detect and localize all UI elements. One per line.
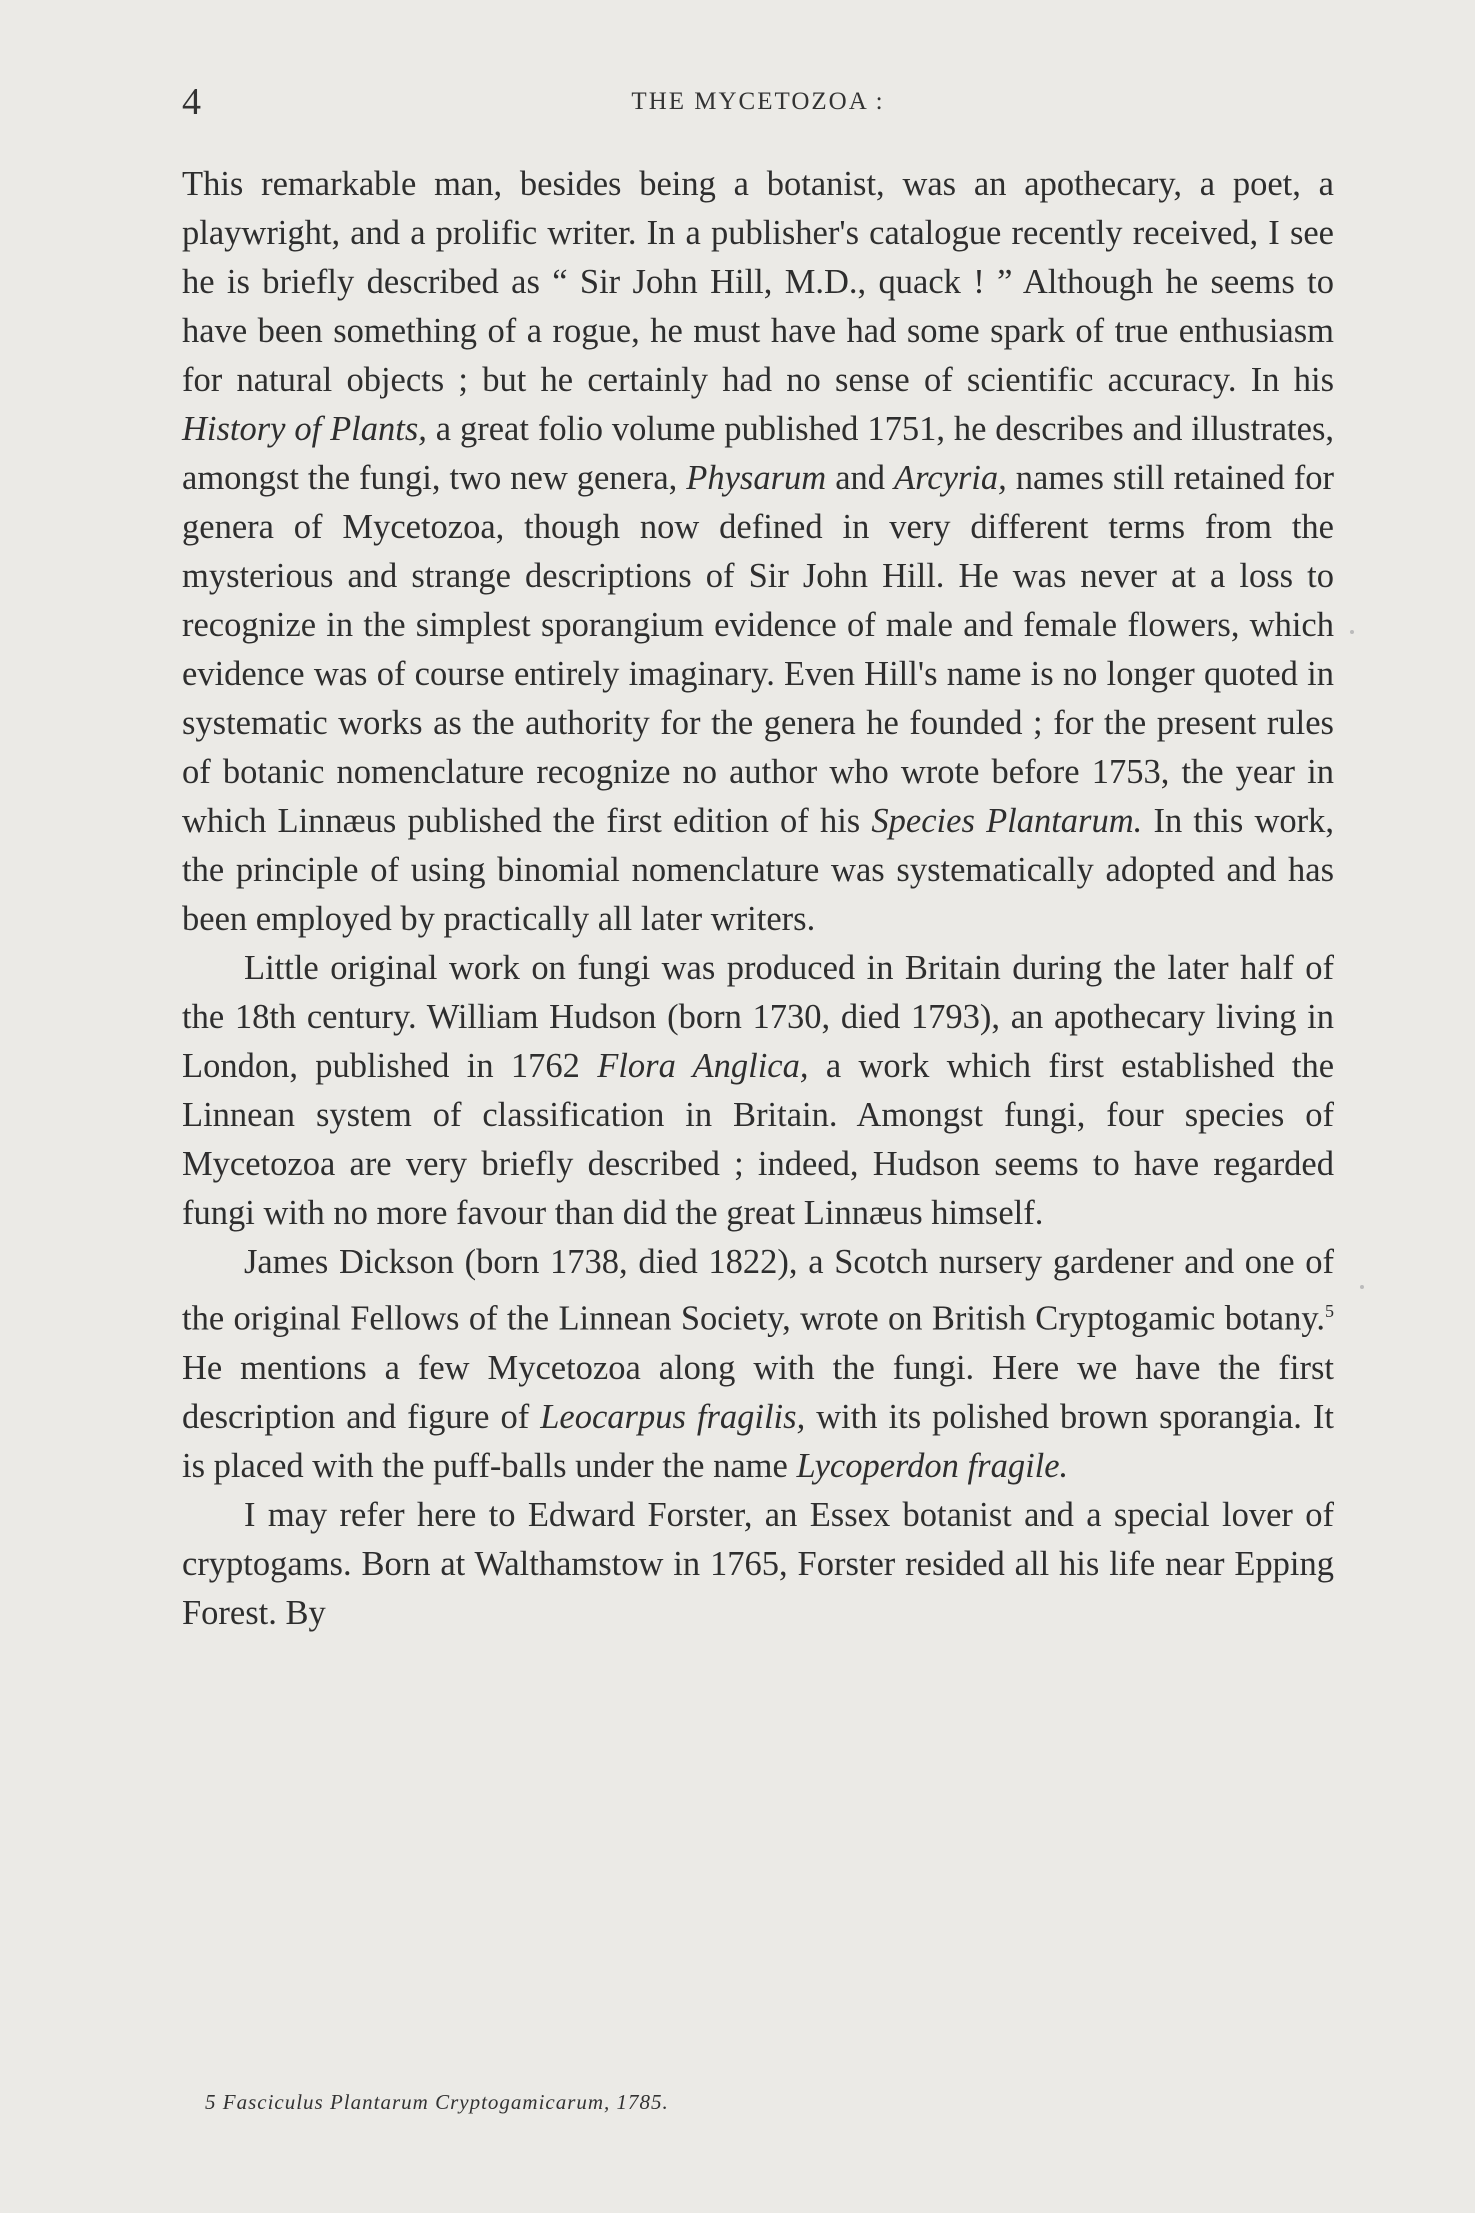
text-run: He mentions a few Mycetozoa along with the fungi. Here we have the first description and figure of	[182, 1348, 1334, 1436]
italic-text: History of Plants,	[182, 410, 427, 448]
italic-text: Lycoperdon fragile.	[796, 1446, 1069, 1485]
page-header	[182, 80, 1334, 130]
italic-text: Physarum	[686, 459, 827, 497]
paragraph	[182, 1491, 1334, 1638]
text-run: Little original work on fungi was produced in Britain during the later half of the 18th century. William Hudson (born 1730, died 1793), an apothecary living in London, published in 1762	[182, 949, 1334, 1085]
text-run: I may refer here to Edward Forster, an Essex botanist and a special lover of cryptogams. Born at Walthamstow in 1765, Forster resided all his life near Epping Forest. By	[182, 1495, 1334, 1632]
italic-text: Arcyria,	[894, 459, 1007, 497]
paragraph	[182, 160, 1334, 944]
text-run: a great folio volume published 1751, he describes and illustrates, amongst the fungi, two new genera,	[182, 410, 1334, 497]
text-run: with its polished brown sporangia. It is placed with the puff-balls under the name	[182, 1397, 1334, 1485]
text-run: This remarkable man, besides being a botanist, was an apothecary, a poet, a playwright, and a prolific writer. In a publisher's catalogue recently received, I see he is briefly described as “ Sir John Hill, M.D., quack ! ” Although he seems to have been something of a rogue, he must have had some spark of true enthusiasm for natural objects ; but he certainly had no sense of scientific accuracy. In his	[182, 165, 1334, 399]
footnote-marker: 5	[1325, 1301, 1334, 1321]
paragraph	[182, 1238, 1334, 1491]
print-speck	[1360, 1285, 1364, 1289]
text-run: and	[826, 459, 895, 497]
italic-text: Leocarpus fragilis,	[540, 1397, 806, 1436]
body-text	[182, 160, 1334, 1638]
text-run: names still retained for genera of Mycetozoa, though now defined in very different terms from the mysterious and strange descriptions of Sir John Hill. He was never at a loss to recognize in the simplest sporangium evidence of male and female flowers, which evidence was of course entirely imaginary. Even Hill's name is no longer quoted in systematic works as the authority for the genera he founded ; for the present rules of botanic nomenclature recognize no author who wrote before 1753, the year in which Linnæus published the first edition of his	[182, 459, 1334, 840]
italic-text: Species Plantarum.	[871, 802, 1143, 840]
running-title: THE MYCETOZOA :	[631, 88, 885, 115]
text-run: In this work, the principle of using binomial nomenclature was systematically adopted and has been employed by practically all later writers.	[182, 802, 1334, 938]
page-number: 4	[182, 81, 201, 123]
print-speck	[1350, 630, 1354, 634]
footnote: 5 Fasciculus Plantarum Cryptogamicarum, 1785.	[205, 2090, 669, 2114]
text-run: a work which first established the Linnean system of classification in Britain. Amongst fungi, four species of Mycetozoa are very briefly described ; indeed, Hudson seems to have regarded fungi with no more favour than did the great Linnæus himself.	[182, 1047, 1335, 1232]
text-run: James Dickson (born 1738, died 1822), a Scotch nursery gardener and one of the original Fellows of the Linnean Society, wrote on British Cryptogamic botany.	[182, 1243, 1334, 1338]
paragraph	[182, 944, 1334, 1238]
italic-text: Flora Anglica,	[597, 1047, 809, 1085]
